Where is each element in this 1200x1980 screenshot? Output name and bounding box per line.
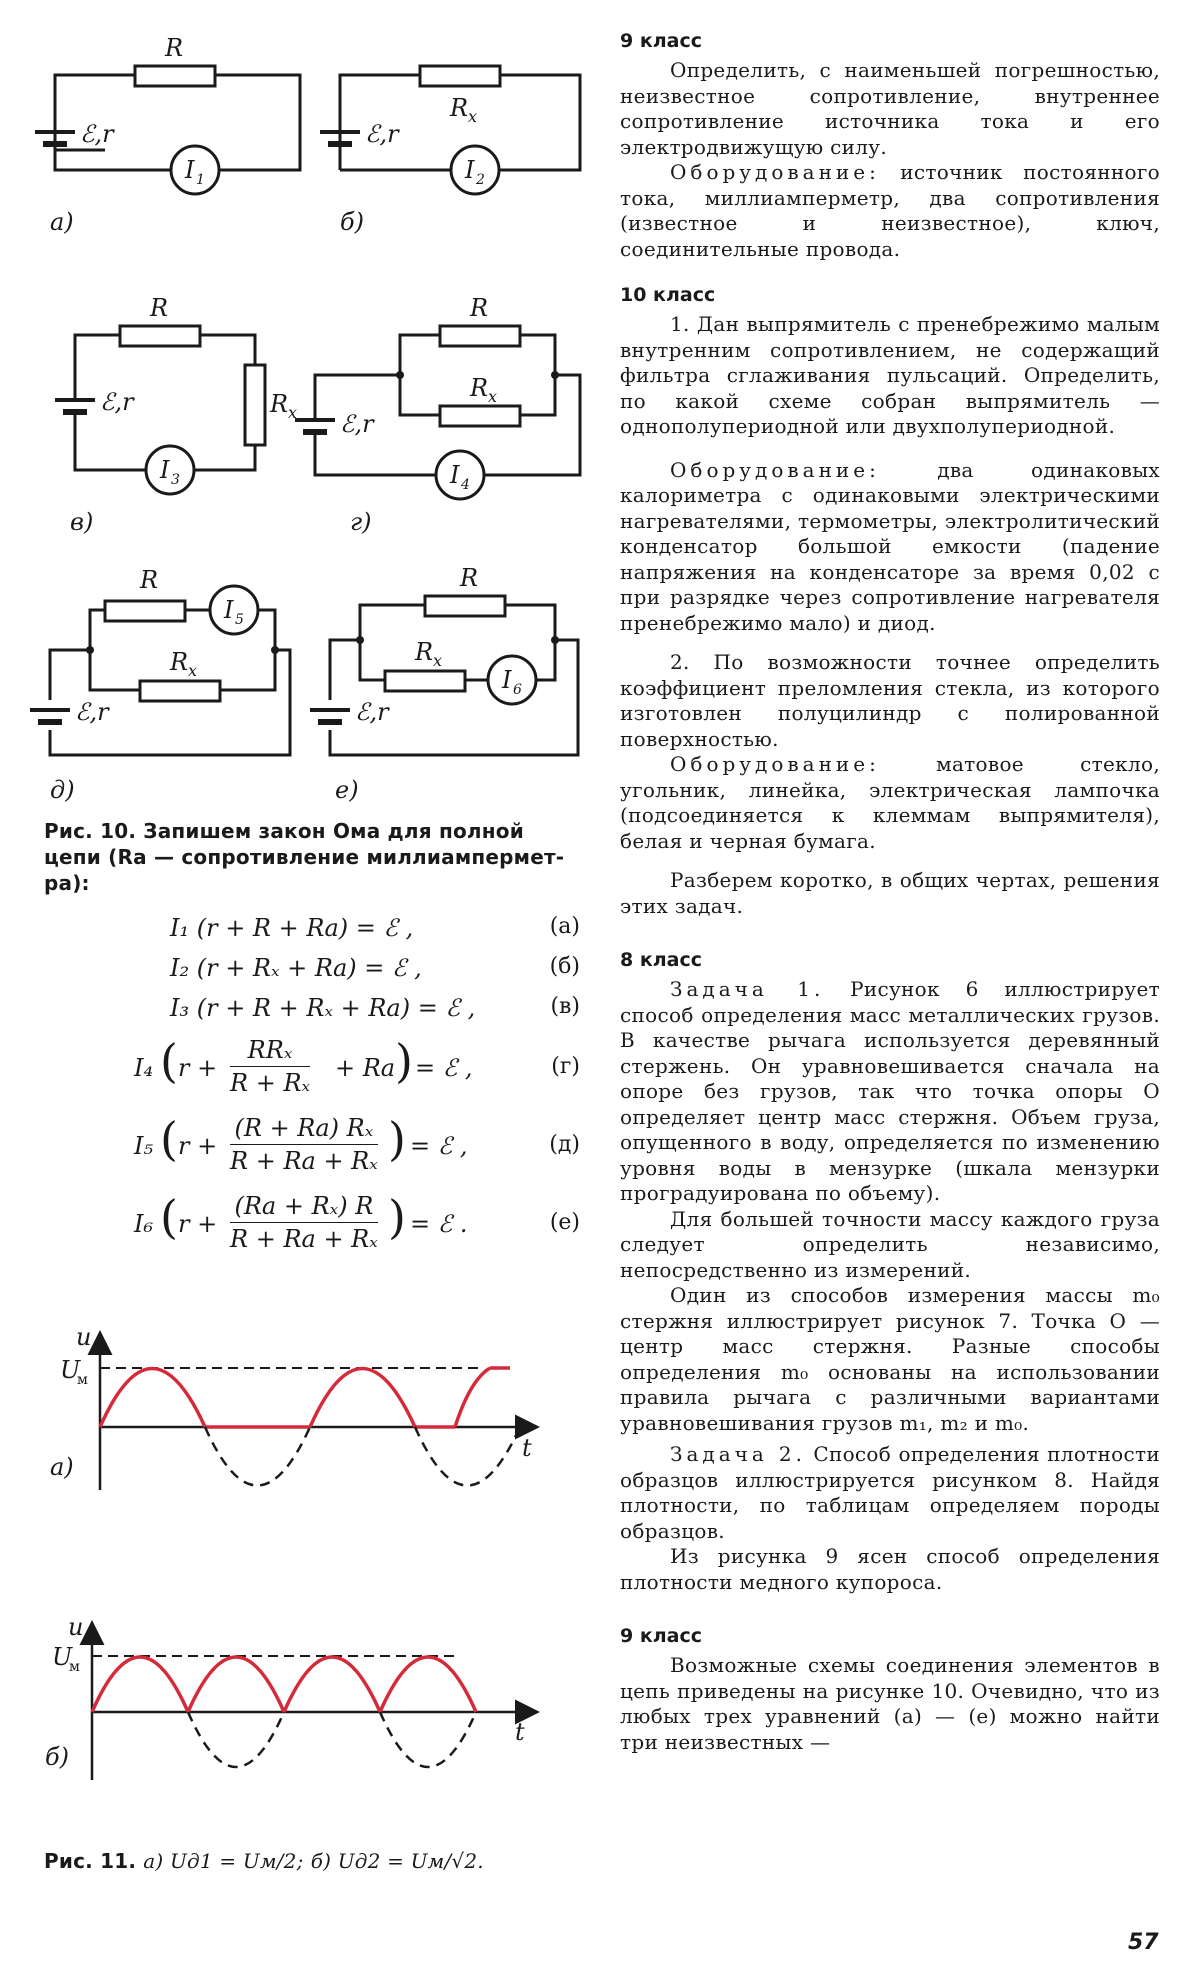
label-I5: I <box>224 596 234 624</box>
label-R-g: R <box>470 294 489 322</box>
equation-v <box>120 990 590 1030</box>
label-emf-d: ℰ,r <box>75 698 109 726</box>
section-9-title: 9 класс <box>620 30 702 52</box>
waveform-a-neg1 <box>205 1427 310 1486</box>
label-circuit-b: б) <box>340 208 365 236</box>
equation-a <box>120 910 590 950</box>
waveform-b-t-label: t <box>515 1718 525 1746</box>
label-R-d: R <box>140 566 159 594</box>
circuit-diagrams <box>30 20 590 810</box>
waveform-a-neg2 <box>415 1427 520 1486</box>
label-R-e: R <box>460 564 479 592</box>
equation-e-paren-close: ) <box>388 1190 406 1244</box>
ammeter-I6 <box>488 656 536 704</box>
circuit-a <box>35 66 300 194</box>
fig11-caption <box>44 1848 604 1874</box>
fig10-caption: Рис. 10. Запишем закон Ома для полной цепи (Rа — сопротивление миллиампермет-ра): <box>44 819 565 895</box>
waveform-b-half1 <box>92 1657 188 1712</box>
section-8-class <box>620 949 1160 1595</box>
equation-d-open: r + <box>178 1132 218 1160</box>
section-10-equipment2-word: Оборудование: <box>670 752 880 776</box>
waveform-a-um-label: U <box>60 1356 81 1384</box>
waveform-b <box>40 1620 560 1790</box>
label-circuit-d: д) <box>50 776 75 804</box>
label-Rx-d-sub: x <box>188 661 198 680</box>
section-8-task2-word: Задача 2. <box>670 1442 806 1466</box>
section-9-equipment <box>620 160 1160 262</box>
waveform-a-half1 <box>100 1369 205 1428</box>
circuit-d <box>30 586 290 755</box>
equation-e-label: (е) <box>549 1210 580 1235</box>
circuit-g <box>295 326 580 499</box>
ammeter-I1 <box>171 146 219 194</box>
equation-d-den: R + Rа + Rₓ <box>230 1147 378 1175</box>
waveform-a-half2 <box>310 1369 415 1428</box>
equation-e-pre: I₆ <box>134 1210 154 1238</box>
section-8-p2: Для большей точности массу каждого груза следует определить независимо, непосредственно из измерений. <box>620 1206 1160 1282</box>
equation-e-den: R + Rа + Rₓ <box>230 1225 378 1253</box>
waveform-a-tag: а) <box>50 1453 74 1481</box>
section-9-class <box>620 30 1160 262</box>
section-8-task2-text: Способ определения плотности образцов иллюстрируется рисунком 8. Найдя плотности, по таблицам определяем породы образцов. <box>620 1442 1160 1543</box>
label-I2-sub: 2 <box>476 172 485 188</box>
equation-g-frac <box>230 1036 310 1097</box>
equation-a-label: (а) <box>549 914 580 939</box>
label-I4-sub: 4 <box>461 477 470 493</box>
section-8-task2 <box>620 1442 1160 1544</box>
equation-g-post: + Rа <box>335 1054 396 1082</box>
circuit-e <box>310 596 578 755</box>
equation-list <box>120 910 590 1264</box>
equation-e-frac <box>230 1192 378 1253</box>
resistor-Rx-b <box>420 66 500 86</box>
equation-d-paren-close: ) <box>388 1112 406 1166</box>
section-10-p1: 1. Дан выпрямитель с пренебрежимо малым внутренним сопротивлением, не содержащий фильтра сглаживания пульсаций. Определить, по какой схеме собран выпрямитель — однополупериодной или двухполупериодной. <box>620 312 1160 438</box>
section-10-title: 10 класс <box>620 284 716 306</box>
label-Rx-g: R <box>470 374 489 402</box>
label-I6: I <box>502 666 512 694</box>
section-8-task1-word: Задача 1. <box>670 977 825 1001</box>
waveform-b-um-sub: м <box>69 1659 80 1675</box>
equation-d-num: (R + Rа) Rₓ <box>230 1114 378 1145</box>
section-10-p2: 2. По возможности точнее определить коэффициент преломления стекла, из которого изготовлен полуцилиндр с полированной поверхностью. <box>620 650 1160 751</box>
circuit-b <box>320 66 580 194</box>
label-emf-b: ℰ,r <box>365 120 399 148</box>
waveform-b-u-label: u <box>68 1620 84 1641</box>
waveform-b-half2 <box>188 1657 284 1712</box>
label-emf-g: ℰ,r <box>340 410 374 438</box>
waveform-b-um-label: U <box>52 1643 73 1671</box>
equation-v-label: (в) <box>550 994 580 1019</box>
section-8-p4: Из рисунка 9 ясен способ определения плотности медного купороса. <box>620 1544 1160 1594</box>
label-emf-v: ℰ,r <box>100 388 134 416</box>
equation-g <box>120 1030 590 1108</box>
section-9-equipment-word: Оборудование: <box>670 160 880 184</box>
page-number: 57 <box>1128 1930 1159 1955</box>
equation-g-den: R + Rₓ <box>230 1069 311 1097</box>
label-I6-sub: 6 <box>513 682 522 698</box>
equation-e <box>120 1186 590 1264</box>
section-10-class <box>620 284 1160 919</box>
solutions-intro: Разберем коротко, в общих чертах, решения этих задач. <box>620 868 1160 918</box>
ammeter-I4 <box>436 451 484 499</box>
label-circuit-g: г) <box>350 508 372 536</box>
section-10-equipment-word: Оборудование: <box>670 457 880 482</box>
label-Rx-v: R <box>270 390 289 418</box>
label-I4: I <box>450 461 460 489</box>
section-9b-class <box>620 1625 1160 1755</box>
fig11-caption-a: а) Uд1 = Uм/2; <box>143 1849 304 1873</box>
equation-d-pre: I₅ <box>134 1132 154 1160</box>
waveform-a-half3 <box>455 1368 490 1427</box>
section-10-equipment2 <box>620 752 1160 854</box>
equation-g-num: RRₓ <box>230 1036 310 1067</box>
label-R-a: R <box>165 34 184 62</box>
section-8-task1-text: Рисунок 6 иллюстрирует способ определения масс металлических грузов. В качестве рычага используется деревянный стержень. Он уравновешивается сначала на опоре без грузов, так что точка опоры O определяет центр масс стержня. Объем груза, опущенного в воду, определяется по изменению уровня воды в мензурке (шкала мензурки проградуирована по объему). <box>620 977 1160 1205</box>
label-I1: I <box>185 156 195 184</box>
ammeter-I5 <box>210 586 258 634</box>
label-Rx-v-sub: x <box>288 403 298 422</box>
equation-d-frac <box>230 1114 378 1175</box>
section-8-task1 <box>620 977 1160 1207</box>
label-Rx-d: R <box>170 648 189 676</box>
label-Rx-b-sub: x <box>468 107 478 126</box>
label-R-v: R <box>150 294 169 322</box>
section-9b-title: 9 класс <box>620 1625 702 1647</box>
equation-v-expr: I₃ (r + R + Rₓ + Rа) = ℰ , <box>170 994 476 1022</box>
section-10-equipment <box>620 458 1160 637</box>
label-emf-e: ℰ,r <box>355 698 389 726</box>
label-I2: I <box>465 156 475 184</box>
equation-e-end: = ℰ . <box>410 1210 468 1238</box>
equation-g-end: = ℰ , <box>415 1054 473 1082</box>
waveform-a <box>40 1330 560 1500</box>
equation-b-label: (б) <box>549 954 580 979</box>
section-9-p1: Определить, с наименьшей погрешностью, неизвестное сопротивление, внутреннее сопротивление источника тока и его электродвижущую силу. <box>620 58 1160 159</box>
waveform-a-um-sub: м <box>77 1372 88 1388</box>
equation-g-open: r + <box>178 1054 218 1082</box>
label-I3-sub: 3 <box>171 472 180 488</box>
label-circuit-a: а) <box>50 208 74 236</box>
section-8-p3: Один из способов измерения массы m₀ стержня иллюстрирует рисунок 7. Точка O — центр масс стержня. Разные способы определения m₀ основаны на использовании правила рычага с различными вариантами уравновешивания грузов m₁, m₂ и m₀. <box>620 1283 1160 1435</box>
waveform-b-half3 <box>284 1657 380 1712</box>
resistor-Rx-v <box>245 365 265 445</box>
equation-d-label: (д) <box>549 1132 580 1157</box>
label-I5-sub: 5 <box>235 612 244 628</box>
equation-b <box>120 950 590 990</box>
equation-d <box>120 1108 590 1186</box>
equation-g-label: (г) <box>551 1054 580 1079</box>
equation-e-num: (Rа + Rₓ) R <box>230 1192 378 1223</box>
section-8-title: 8 класс <box>620 949 702 971</box>
label-circuit-e: е) <box>335 776 359 804</box>
section-9b-p1: Возможные схемы соединения элементов в цепь приведены на рисунке 10. Очевидно, что из любых трех уравнений (а) — (е) можно найти три неизвестных — <box>620 1653 1160 1754</box>
label-emf-a: ℰ,r <box>80 120 114 148</box>
equation-e-open: r + <box>178 1210 218 1238</box>
label-Rx-b: R <box>450 94 469 122</box>
resistor-R-a <box>135 66 215 86</box>
waveform-b-tag: б) <box>45 1743 70 1771</box>
label-Rx-e: R <box>415 638 434 666</box>
equation-a-expr: I₁ (r + R + Rа) = ℰ , <box>170 914 414 942</box>
right-column <box>620 30 1160 1777</box>
waveform-a-t-label: t <box>522 1434 532 1462</box>
section-9-equipment-text: источник постоянного тока, миллиамперметр, два сопротивления (известное и неизвестное), ключ, соединительные провода. <box>620 160 1160 261</box>
section-10-equipment2-text: матовое стекло, угольник, линейка, электрическая лампочка (подсоединяется к клеммам выпрямителя), белая и черная бумага. <box>620 752 1160 853</box>
label-I1-sub: 1 <box>196 172 205 188</box>
equation-d-paren-open: ( <box>160 1112 178 1166</box>
equation-g-paren-open: ( <box>160 1034 178 1088</box>
ammeter-I3 <box>146 446 194 494</box>
equation-g-pre: I₄ <box>134 1054 154 1082</box>
fig11-caption-b: б) Uд2 = Uм/√2. <box>310 1849 484 1873</box>
waveform-b-half4 <box>380 1657 476 1712</box>
label-Rx-e-sub: x <box>433 651 443 670</box>
equation-e-paren-open: ( <box>160 1190 178 1244</box>
fig11-caption-lead: Рис. 11. <box>44 1849 137 1873</box>
waveform-b-neg1 <box>188 1712 284 1767</box>
equation-g-paren-close: ) <box>395 1034 413 1088</box>
equation-b-expr: I₂ (r + Rₓ + Rа) = ℰ , <box>170 954 422 982</box>
label-Rx-g-sub: x <box>488 387 498 406</box>
label-circuit-v: в) <box>70 508 94 536</box>
equation-d-end: = ℰ , <box>410 1132 468 1160</box>
label-I3: I <box>160 456 170 484</box>
section-10-equipment-text: два одинаковых калориметра с одинаковыми электрическими нагревателями, термометры, электролитический конденсатор большой емкости (падение напряжения на конденсаторе за время 0,02 с при разрядке через сопротивление нагревателя пренебрежимо мало) и диод. <box>620 457 1160 635</box>
ammeter-I2 <box>451 146 499 194</box>
waveform-b-neg2 <box>380 1712 476 1767</box>
waveform-a-u-label: u <box>76 1330 92 1351</box>
